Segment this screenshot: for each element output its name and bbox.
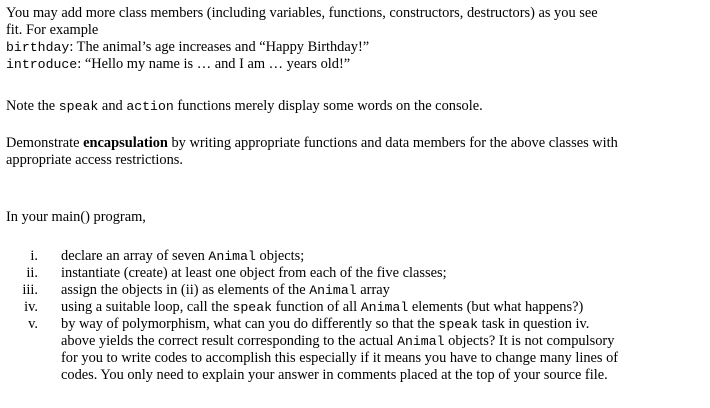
encapsulation-term: encapsulation [83, 135, 168, 151]
item-text [61, 299, 701, 316]
encapsulation-line-1 [6, 135, 618, 152]
item-text-part: objects; [255, 248, 305, 264]
animal-code: Animal [208, 249, 256, 264]
item-text [61, 282, 701, 299]
list-item [0, 282, 710, 299]
item-text [61, 316, 701, 384]
item-text-part: function of all [272, 299, 361, 315]
item-text-part: elements (but what happens?) [408, 299, 584, 315]
introduce-description: : “Hello my name is … and I am … years old!” [77, 56, 351, 72]
main-program-heading: In your main() program, [6, 209, 146, 225]
list-item [0, 248, 710, 265]
item-text-part: assign the objects in (ii) as elements of the [61, 282, 310, 298]
item-number: v. [28, 316, 38, 332]
birthday-description: : The animal’s age increases and “Happy Birthday!” [69, 39, 370, 55]
item-text-part: using a suitable loop, call the [61, 299, 233, 315]
item-line [61, 333, 701, 350]
item-text [61, 248, 701, 265]
note-and: and [98, 98, 127, 114]
item-number: iv. [24, 299, 38, 315]
intro-line-1: You may add more class members (including variables, functions, constructors, destructors) as you see [6, 5, 598, 21]
note-prefix: Note the [6, 98, 59, 114]
list-item [0, 299, 710, 316]
introduce-code: introduce [6, 57, 78, 72]
item-number: ii. [26, 265, 38, 281]
animal-code: Animal [397, 334, 445, 349]
speak-code: speak [58, 99, 99, 114]
list-item [0, 265, 710, 282]
introduce-line [6, 56, 598, 73]
action-code: action [126, 99, 174, 114]
item-line: for you to write codes to accomplish this especially if it means you have to change many lines of [61, 350, 619, 366]
item-number: i. [30, 248, 38, 264]
encapsulation-paragraph [6, 135, 618, 169]
item-text-part: by way of polymorphism, what can you do differently so that the [61, 316, 439, 332]
item-text-part: above yields the correct result corresponding to the actual [61, 333, 398, 349]
encapsulation-suffix: by writing appropriate functions and data members for the above classes with [167, 135, 618, 151]
note-paragraph [6, 98, 483, 115]
item-text: instantiate (create) at least one object from each of the five classes; [61, 265, 447, 281]
item-text-part: array [356, 282, 390, 298]
speak-code: speak [232, 300, 273, 315]
item-line: codes. You only need to explain your answer in comments placed at the top of your source file. [61, 367, 608, 383]
note-suffix: functions merely display some words on the console. [173, 98, 483, 114]
animal-code: Animal [360, 300, 409, 315]
encapsulation-prefix: Demonstrate [6, 135, 84, 151]
item-text-part: declare an array of seven [61, 248, 209, 264]
class-members-paragraph [6, 5, 598, 73]
item-number: iii. [22, 282, 38, 298]
encapsulation-line-2: appropriate access restrictions. [6, 152, 184, 168]
item-text-part: objects? It is not compulsory [444, 333, 615, 349]
list-item [0, 316, 710, 384]
intro-line-2: fit. For example [6, 22, 99, 38]
item-line [61, 316, 701, 333]
requirements-list [0, 248, 710, 384]
animal-code: Animal [309, 283, 357, 298]
speak-code: speak [438, 317, 478, 332]
item-text-part: task in question iv. [478, 316, 590, 332]
birthday-line [6, 39, 598, 56]
birthday-code: birthday [6, 40, 70, 55]
